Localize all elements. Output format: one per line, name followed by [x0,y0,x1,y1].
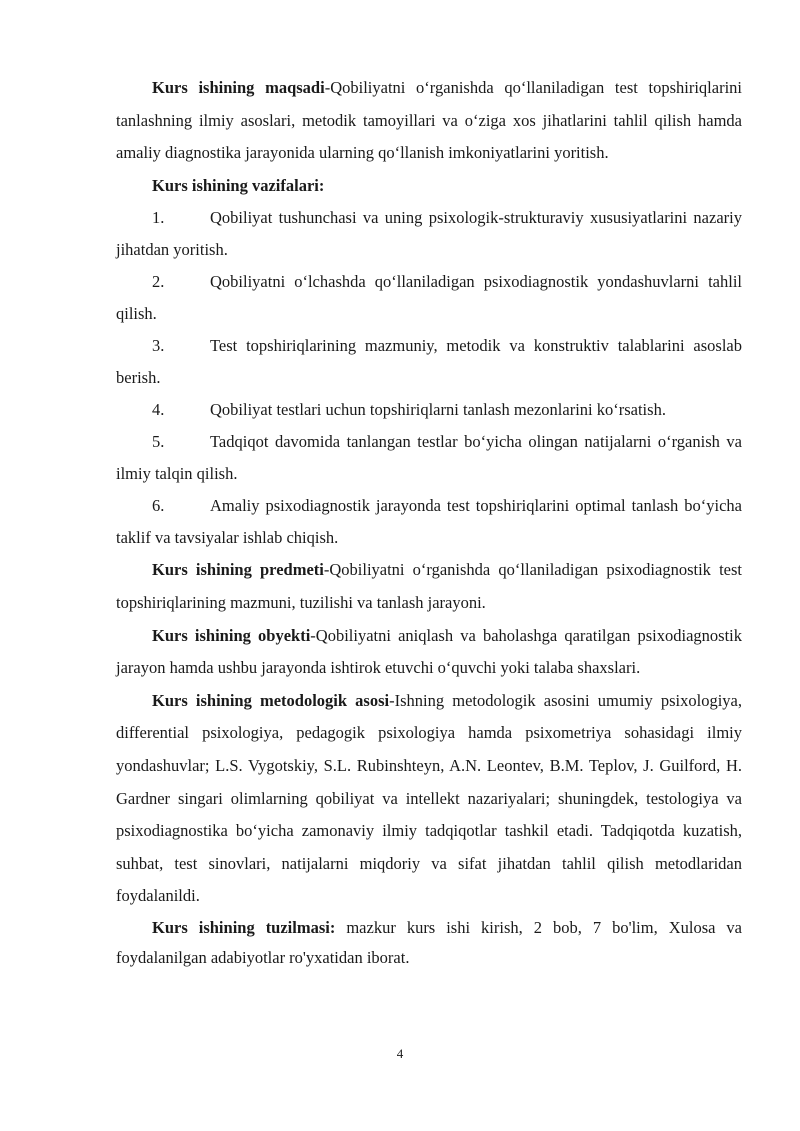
task-number: 5. [152,432,165,452]
task-number: 6. [152,496,165,516]
methodology-label: Kurs ishining metodologik asosi [152,690,390,710]
task-item [116,490,742,554]
task-text: Test topshiriqlarining mazmuniy, metodik va konstruktiv talablarini asoslab berish. [116,336,742,388]
subject-paragraph [116,554,742,619]
object-text: -Qobiliyatni aniqlash va baholashga qaratilgan psixodiagnostik jarayon hamda ushbu jarayonda ishtirok etuvchi o‘quvchi yoki talaba shaxslari. [116,625,742,678]
goal-paragraph [116,72,742,170]
methodology-text: -Ishning metodologik asosini umumiy psixologiya, differential psixologiya, pedagogik psixologiya hamda psixometriya sohasidagi ilmiy yondashuvlar; L.S. Vygotskiy, S.L. Rubinshteyn, A.N. Leontev, B.M. Teplov, J. Guilford, H. Gardner singari olimlarning qobiliyat va intellekt nazariyalari; shuningdek, testologiya va psixodiagnostika bo‘yicha zamonaviy ilmiy tadqiqotlar tashkil etadi. Tadqiqotda kuzatish, suhbat, test sinovlari, natijalarni miqdoriy va sifat jihatdan tahlil qilish metodlaridan foydalanildi. [116,690,742,906]
structure-text: mazkur kurs ishi kirish, 2 bob, 7 bo'lim, Xulosa va foydalanilgan adabiyotlar ro'yxatidan iborat. [116,917,743,968]
goal-text: -Qobiliyatni o‘rganishda qo‘llaniladigan test topshiriqlarini tanlashning ilmiy asoslari, metodik tamoyillari va o‘ziga xos jihatlarini tahlil qilish hamda amaliy diagnostika jarayonida ularning qo‘llanish imkoniyatlarini yoritish. [116,78,743,163]
task-text: Qobiliyat tushunchasi va uning psixologik-strukturaviy xususiyatlarini nazariy jihatdan yoritish. [116,208,742,260]
task-text: Tadqiqot davomida tanlangan testlar bo‘yicha olingan natijalarni o‘rganish va ilmiy talqin qilish. [116,432,742,484]
task-text: Qobiliyatni o‘lchashda qo‘llaniladigan psixodiagnostik yondashuvlarni tahlil qilish. [116,272,742,324]
goal-label: Kurs ishining maqsadi [152,78,325,97]
task-text: Qobiliyat testlari uchun topshiriqlarni tanlash mezonlarini ko‘rsatish. [210,400,666,420]
tasks-heading: Kurs ishining vazifalari: [152,175,325,195]
subject-text: -Qobiliyatni o‘rganishda qo‘llaniladigan psixodiagnostik test topshiriqlarining mazmuni, tuzilishi va tanlash jarayoni. [116,560,742,612]
structure-paragraph [116,913,742,974]
subject-label: Kurs ishining predmeti [152,560,324,580]
task-item [116,426,742,490]
task-item [116,330,742,394]
task-number: 2. [152,272,165,292]
task-number: 3. [152,336,165,356]
object-paragraph [116,620,742,685]
page-number: 4 [396,1046,404,1061]
task-item [116,266,742,330]
task-number: 1. [152,208,165,228]
task-item [116,202,742,266]
task-text: Amaliy psixodiagnostik jarayonda test topshiriqlarini optimal tanlash bo‘yicha taklif va tavsiyalar ishlab chiqish. [116,496,742,548]
task-number: 4. [152,400,165,420]
tasks-list [116,202,742,554]
object-label: Kurs ishining obyekti [152,625,311,645]
structure-label: Kurs ishining tuzilmasi: [152,917,336,937]
methodology-paragraph [116,685,742,913]
task-item [116,394,742,426]
